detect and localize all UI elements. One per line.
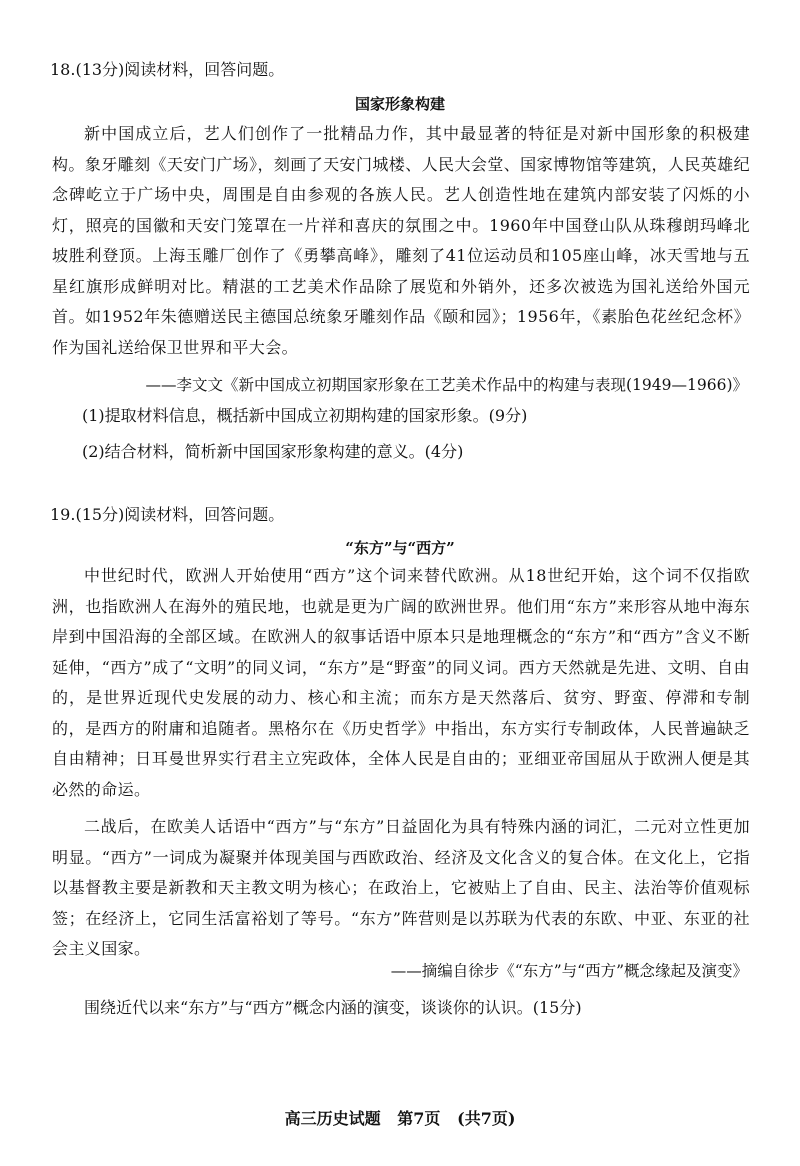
question-18-sub-2: (2)结合材料，简析新中国国家形象构建的意义。(4分) xyxy=(82,442,464,461)
question-19-source: ——摘编自徐步《“东方”与“西方”概念缘起及演变》 xyxy=(390,962,748,980)
question-19-material-paragraph-1: 中世纪时代，欧洲人开始使用“西方”这个词来替代欧洲。从18世纪开始，这个词不仅指欧洲，也指欧洲人在海外的殖民地，也就是更为广阔的欧洲世界。他们用“东方”来形容从地中海东岸到中国沿海的全部区域。在欧洲人的叙事话语中原本只是地理概念的“东方”和“西方”含义不断延伸，“西方”成了“文明”的同义词，“东方”是“野蛮”的同义词。西方天然就是先进、文明、自由的，是世界近现代史发展的动力、核心和主流；而东方是天然落后、贫穷、野蛮、停滞和专制的，是西方的附庸和追随者。黑格尔在《历史哲学》中指出，东方实行专制政体，人民普遍缺乏自由精神；日耳曼世界实行君主立宪政体，全体人民是自由的；亚细亚帝国屈从于欧洲人便是其必然的命运。 xyxy=(52,566,750,799)
question-18-header: 18.(13分)阅读材料，回答问题。 xyxy=(50,60,285,79)
question-19-header: 19.(15分)阅读材料，回答问题。 xyxy=(50,505,285,524)
question-19-material-title: “东方”与“西方” xyxy=(345,539,455,557)
question-19-prompt: 围绕近代以来“东方”与“西方”概念内涵的演变，谈谈你的认识。(15分) xyxy=(84,998,582,1017)
question-18-sub-1: (1)提取材料信息，概括新中国成立初期构建的国家形象。(9分) xyxy=(82,406,528,425)
question-19-material-paragraph-2: 二战后，在欧美人话语中“西方”与“东方”日益固化为具有特殊内涵的词汇，二元对立性更加明显。“西方”一词成为凝聚并体现美国与西欧政治、经济及文化含义的复合体。在文化上，它指以基督教主要是新教和天主教文明为核心；在政治上，它被贴上了自由、民主、法治等价值观标签；在经济上，它同生活富裕划了等号。“东方”阵营则是以苏联为代表的东欧、中亚、东亚的社会主义国家。 xyxy=(52,817,750,958)
question-18-source: ——李文文《新中国成立初期国家形象在工艺美术作品中的构建与表现(1949—1966)》 xyxy=(145,376,748,394)
page-footer: 高三历史试题 第7页 (共7页) xyxy=(284,1109,516,1128)
question-18-material-title: 国家形象构建 xyxy=(354,95,445,113)
question-18-material-text: 新中国成立后，艺人们创作了一批精品力作，其中最显著的特征是对新中国形象的积极建构。象牙雕刻《天安门广场》，刻画了天安门城楼、人民大会堂、国家博物馆等建筑，人民英雄纪念碑屹立于广场中央，周围是自由参观的各族人民。艺人创造性地在建筑内部安装了闪烁的小灯，照亮的国徽和天安门笼罩在一片祥和喜庆的氛围之中。1960年中国登山队从珠穆朗玛峰北坡胜利登顶。上海玉雕厂创作了《勇攀高峰》，雕刻了41位运动员和105座山峰，冰天雪地与五星红旗形成鲜明对比。精湛的工艺美术作品除了展览和外销外，还多次被选为国礼送给外国元首。如1952年朱德赠送民主德国总统象牙雕刻作品《颐和园》；1956年，《素胎色花丝纪念杯》作为国礼送给保卫世界和平大会。 xyxy=(52,124,750,357)
